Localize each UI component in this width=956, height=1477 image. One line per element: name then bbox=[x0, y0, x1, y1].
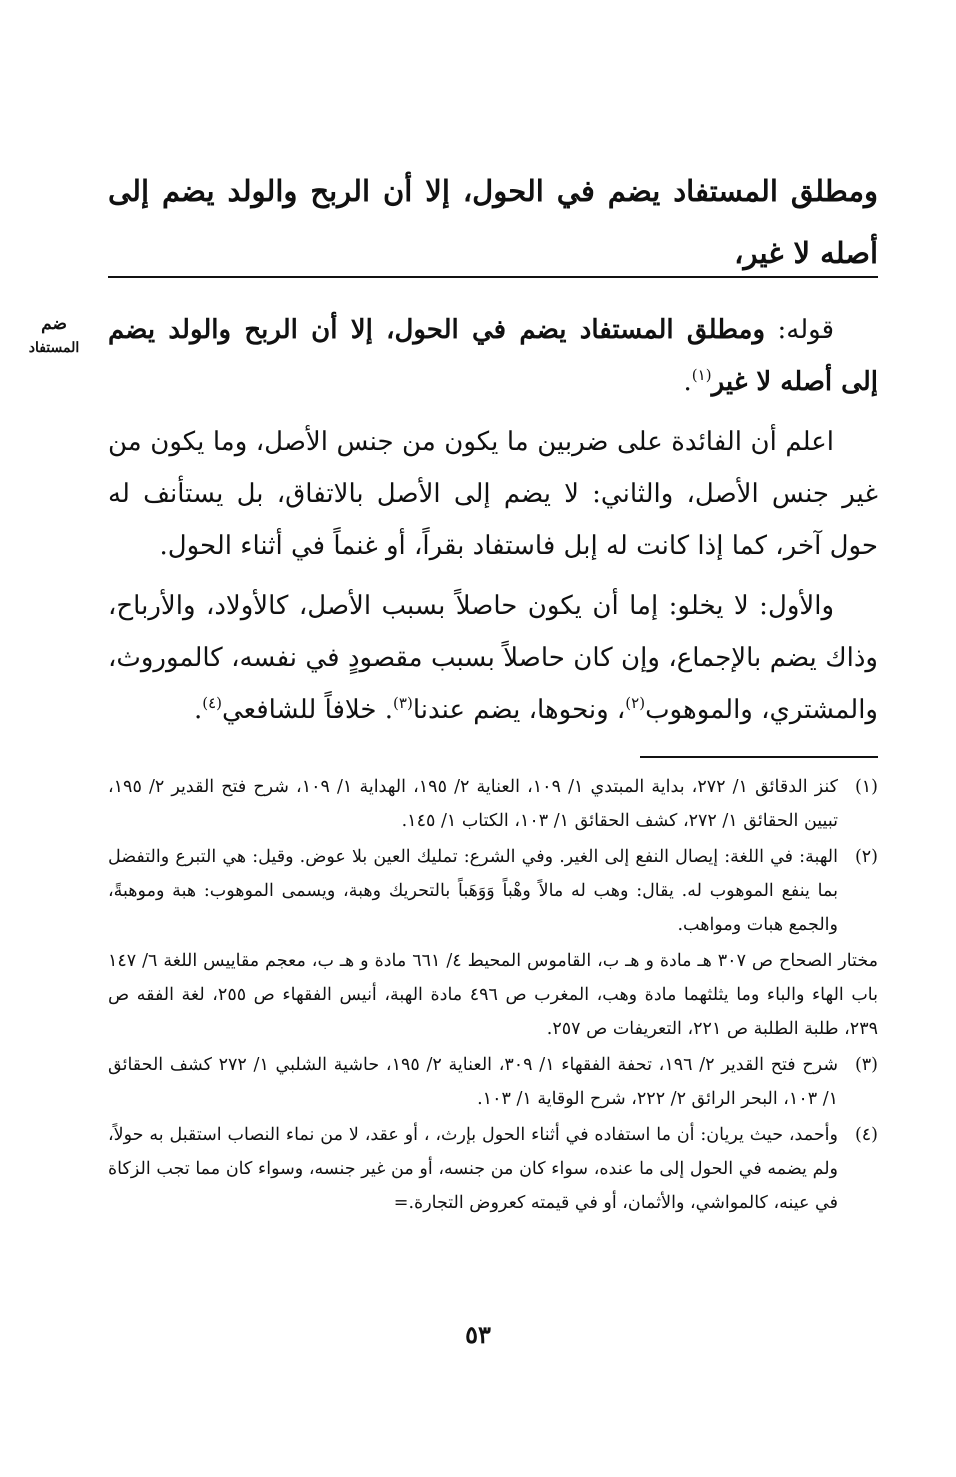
commentary-paragraph-3 bbox=[108, 580, 878, 736]
page-number: ٥٣ bbox=[465, 1320, 491, 1349]
footnote-text-sources: مختار الصحاح ص ٣٠٧ هـ مادة و هـ ب، القاموس المحيط ٤/ ٦٦١ مادة و هـ ب، معجم مقاييس اللغة ٦/ ١٤٧ باب الهاء والباء وما يثلثهما مادة وهب، المغرب ص ٤٩٦ مادة الهبة، أنيس الفقهاء ص ٢٥٥، لغة الفقه ص ٢٣٩، طلبة الطلبة ص ٢٢١، التعريفات ص ٢٥٧. bbox=[108, 951, 879, 1039]
matn-divider bbox=[108, 276, 878, 278]
quoted-matn: ومطلق المستفاد يضم في الحول، إلا أن الربح والولد يضم إلى أصله لا غير bbox=[108, 315, 878, 397]
footnote-text: الهبة: في اللغة: إيصال النفع إلى الغير. وفي الشرع: تمليك العين بلا عوض. وقيل: هي التبرع والتفضل بما ينفع الموهوب له. يقال: وهب له مالاً وهْباً وَوَهَباً بالتحريك وهبة، ويسمى الموهوب: هبة وموهبةً، والجمع هبات ومواهب. bbox=[108, 847, 838, 935]
footnote-2 bbox=[108, 840, 878, 942]
footnote-number: (٢) bbox=[854, 847, 878, 867]
footnote-text: وأحمد، حيث يريان: أن ما استفاده في أثناء الحول بإرث، ، أو عقد، لا من نماء النصاب استقبل به حولاً، ولم يضمه في الحول إلى ما عنده، سواء كان من جنسه، أو من غير جنسه، وسواء كان مما تجب الزكاة في عينه، كالمواشي، والأثمان، أو في قيمته كعروض التجارة.= bbox=[108, 1125, 838, 1213]
p3-part-a: والأول: لا يخلو: إما أن يكون حاصلاً بسبب الأصل، كالأولاد، والأرباح، وذاك يضم بالإجماع، وإن كان حاصلاً بسبب مقصودٍ في نفسه، كالموروث، والمشتري، والموهوب bbox=[108, 591, 878, 725]
footnote-4 bbox=[108, 1118, 878, 1220]
qawluhu-label: قوله: bbox=[777, 315, 835, 345]
footnote-ref-4[interactable]: (٤) bbox=[202, 694, 223, 712]
margin-heading bbox=[14, 312, 94, 360]
footnote-ref-3[interactable]: (٣) bbox=[393, 694, 413, 712]
margin-heading-line2: المستفاد bbox=[28, 340, 80, 356]
footnote-1 bbox=[108, 770, 878, 838]
commentary-quote-paragraph bbox=[108, 304, 878, 408]
margin-heading-line1: ضم bbox=[41, 314, 67, 334]
footnote-ref-1[interactable]: (١) bbox=[691, 366, 712, 384]
footnote-ref-2[interactable]: (٢) bbox=[625, 694, 646, 712]
footnote-text: شرح فتح القدير ٢/ ١٩٦، تحفة الفقهاء ١/ ٣٠٩، العناية ٢/ ١٩٥، حاشية الشلبي ١/ ٢٧٢ كشف الحقائق ١/ ١٠٣، البحر الرائق ٢/ ٢٢٢، شرح الوقاية ١/ ١٠٣. bbox=[108, 1055, 838, 1109]
footnote-3 bbox=[108, 1048, 878, 1116]
footnotes bbox=[108, 770, 878, 1222]
footnote-number: (٤) bbox=[854, 1125, 878, 1145]
p3-part-c: . خلافاً للشافعي bbox=[222, 695, 394, 725]
footnote-2-continued bbox=[108, 944, 878, 1046]
matn-text: ومطلق المستفاد يضم في الحول، إلا أن الربح والولد يضم إلى أصله لا غير، bbox=[108, 174, 878, 270]
p3-part-d: . bbox=[193, 695, 203, 725]
commentary-paragraph-2: اعلم أن الفائدة على ضربين ما يكون من جنس الأصل، وما يكون من غير جنس الأصل، والثاني: لا يضم إلى الأصل بالاتفاق، بل يستأنف له حول آخر، كما إذا كانت له إبل فاستفاد بقراً، أو غنماً في أثناء الحول. bbox=[108, 427, 878, 561]
quote-end: . bbox=[683, 367, 692, 397]
footnote-divider bbox=[640, 756, 878, 758]
footnote-number: (١) bbox=[854, 777, 878, 797]
footnote-number: (٣) bbox=[854, 1055, 878, 1075]
p3-part-b: ، ونحوها، يضم عندنا bbox=[412, 695, 626, 725]
commentary bbox=[108, 304, 878, 744]
footnote-text: كنز الدقائق ١/ ٢٧٢، بداية المبتدي ١/ ١٠٩، العناية ٢/ ١٩٥، الهداية ١/ ١٠٩، شرح فتح القدير ٢/ ١٩٥، تبيين الحقائق ١/ ٢٧٢، كشف الحقائق ١/ ١٠٣، الكتاب ١/ ١٤٥. bbox=[108, 777, 838, 831]
